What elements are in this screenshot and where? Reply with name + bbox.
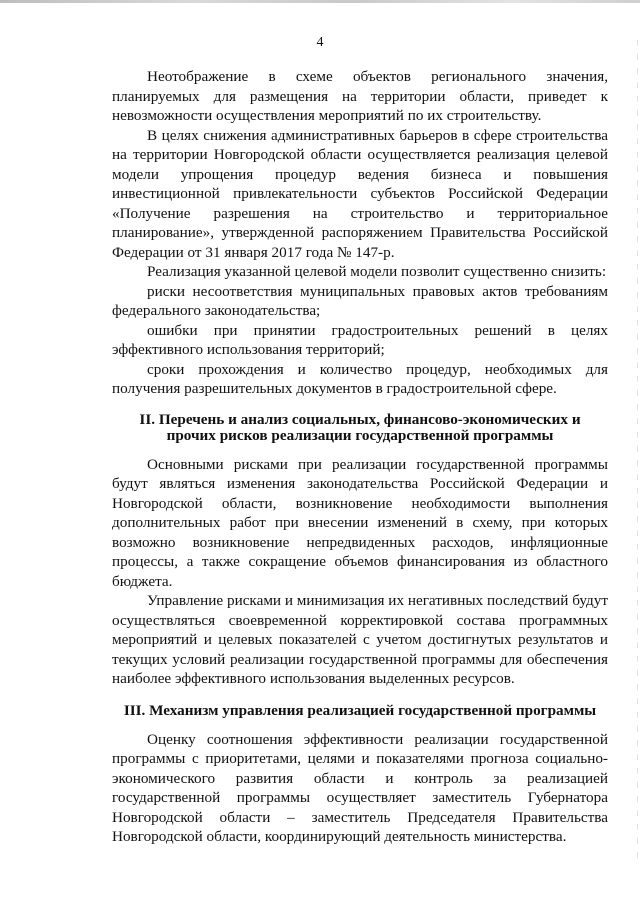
paragraph-list-lead: Реализация указанной целевой модели позволит существенно снизить: <box>147 263 607 280</box>
paragraph-nonmapping-consequence: Неотображение в схеме объектов регионального значения, планируемых для размещения на территории области, приведет к невозможности осуществления мероприятий по их строительству. <box>112 68 608 124</box>
paragraph-risk-management: Управление рисками и минимизация их негативных последствий будут осуществляться своевременной корректировкой состава программных мероприятий и целевых показателей с учетом достигнутых результатов и текущих условий реализации государственной программы для обеспечения наиболее эффективного использования выделенных ресурсов. <box>112 592 608 687</box>
paragraph-management-mechanism: Оценку соотношения эффективности реализации государственной программы с приоритетами, целями и показателями прогноза социально-экономического развития области и контроль за реализацией государственной программы осуществляет заместитель Губернатора Новгородской области – заместитель Председателя Правительства Новгородской области, координирующий деятельность министерства. <box>112 730 608 845</box>
section-3-heading: III. Механизм управления реализацией государственной программы <box>123 701 597 719</box>
page-number: 4 <box>316 35 324 50</box>
document-body <box>112 67 608 847</box>
section-2-heading <box>112 412 608 444</box>
section-2-heading-line-2: прочих рисков реализации государственной программы <box>166 426 554 444</box>
paragraph-target-model: В целях снижения административных барьеров в сфере строительства на территории Новгородской области осуществляется реализация целевой модели упрощения процедур ведения бизнеса и повышения инвестиционной привлекательности субъектов Российской Федерации «Получение разрешения на строительство и территориальное планирование», утвержденной распоряжением Правительства Российской Федерации от 31 января 2017 года № 147-р. <box>112 126 608 261</box>
paragraph-main-risks: Основными рисками при реализации государственной программы будут являться изменения законодательства Российской Федерации и Новгородской области, возникновение необходимости выполнения дополнительных работ при внесении изменений в схему, при которых возможно возникновение непредвиденных расходов, инфляционные процессы, а также сокращение объемов финансирования из областного бюджета. <box>112 455 608 590</box>
section-2-heading-line-1: II. Перечень и анализ социальных, финансово-экономических и <box>139 410 581 428</box>
scan-right-edge <box>637 40 638 860</box>
list-item-planning-errors: ошибки при принятии градостроительных решений в целях эффективного использования территорий; <box>112 321 608 358</box>
scan-top-edge <box>0 0 640 3</box>
list-item-procedure-terms: сроки прохождения и количество процедур, необходимых для получения разрешительных документов в градостроительной сфере. <box>112 360 608 397</box>
list-item-municipal-acts: риски несоответствия муниципальных правовых актов требованиям федерального законодательства; <box>112 282 608 319</box>
